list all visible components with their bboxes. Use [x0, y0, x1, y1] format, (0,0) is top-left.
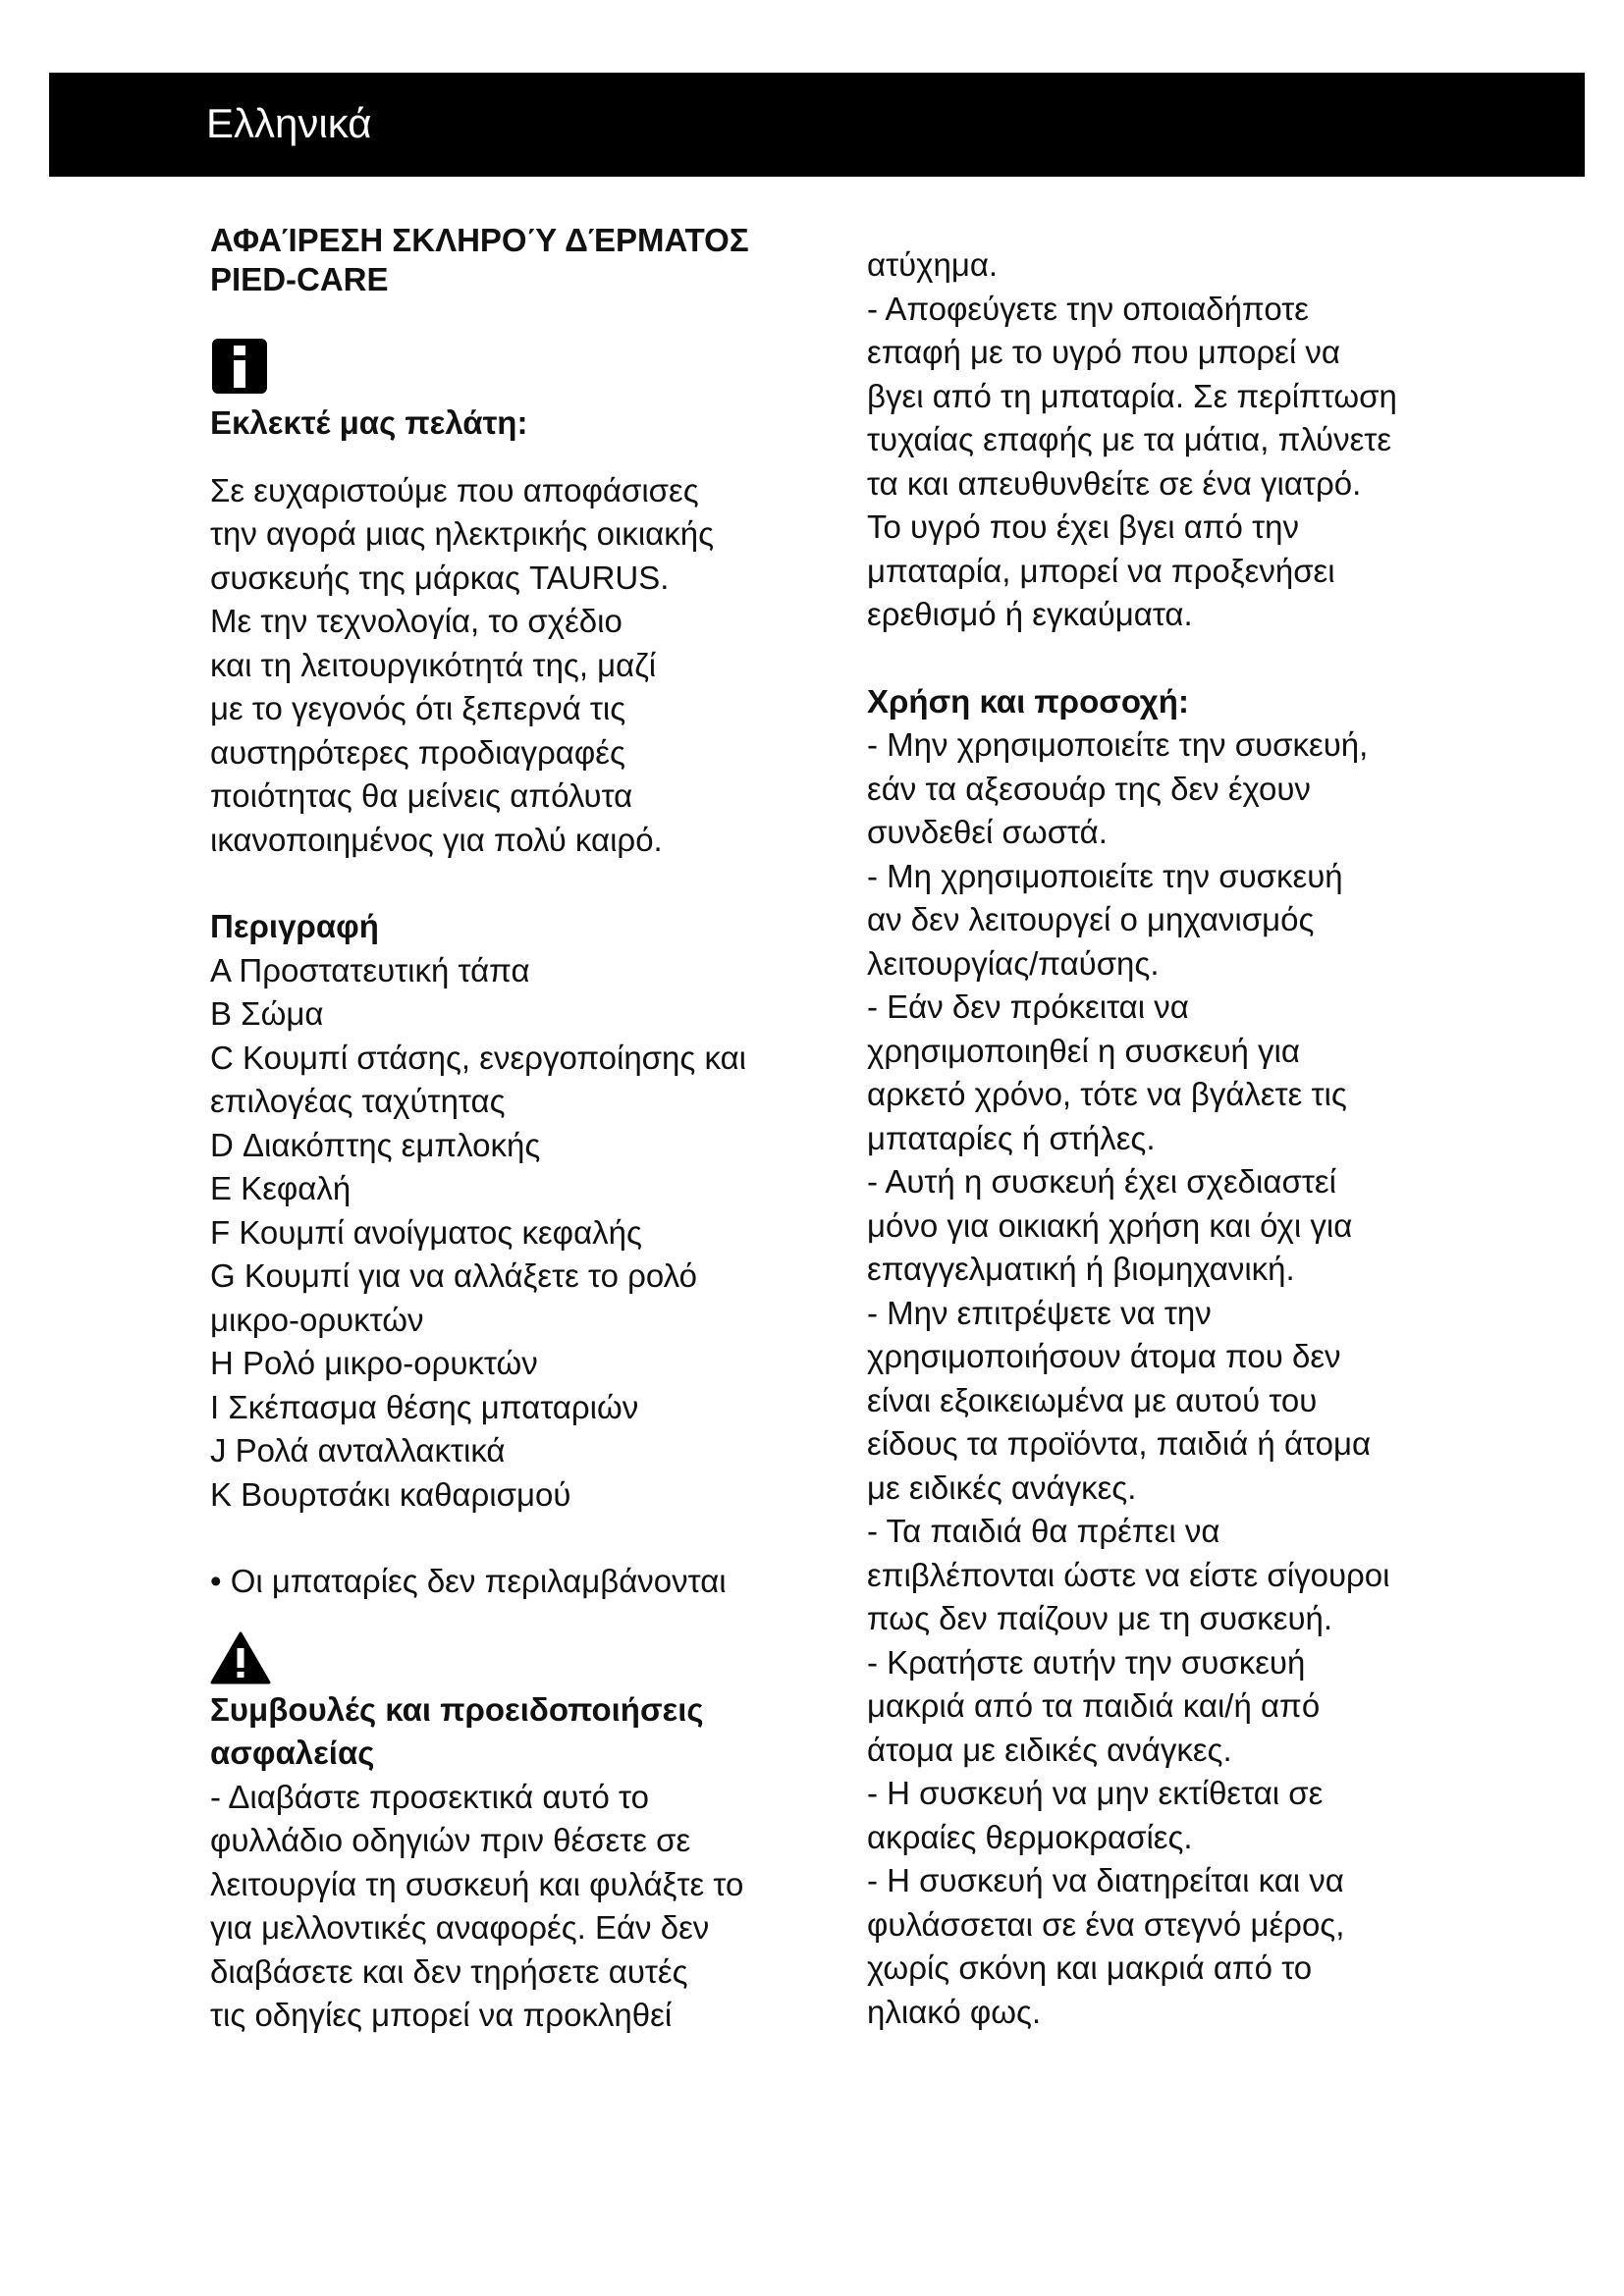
- intro-line: ποιότητας θα μείνεις απόλυτα: [210, 777, 633, 814]
- usage-line: μόνο για οικιακή χρήση και όχι για: [867, 1206, 1353, 1244]
- safety-continued-paragraph: [867, 243, 1476, 637]
- language-header-bar: [49, 73, 1585, 177]
- usage-line: χρησιμοποιηθεί η συσκευή για: [867, 1032, 1300, 1069]
- usage-line: ακραίες θερμοκρασίες.: [867, 1818, 1193, 1855]
- usage-line: συνδεθεί σωστά.: [867, 814, 1108, 850]
- safety-continued-line: τυχαίας επαφής με τα μάτια, πλύνετε: [867, 421, 1392, 457]
- usage-line: - Μη χρησιμοποιείτε την συσκευή: [867, 857, 1343, 894]
- usage-paragraph: [867, 723, 1476, 2034]
- usage-line: εάν τα αξεσουάρ της δεν έχουν: [867, 770, 1311, 807]
- usage-line: άτομα με ειδικές ανάγκες.: [867, 1731, 1232, 1768]
- usage-line: ηλιακό φως.: [867, 1993, 1042, 2030]
- description-list: [210, 949, 848, 1518]
- battery-note: • Οι μπαταρίες δεν περιλαμβάνονται: [210, 1563, 727, 1599]
- intro-line: Με την τεχνολογία, το σχέδιο: [210, 603, 623, 639]
- usage-line: λειτουργίας/παύσης.: [867, 944, 1160, 982]
- intro-line: αυστηρότερες προδιαγραφές: [210, 733, 625, 771]
- language-title: Ελληνικά: [206, 100, 372, 146]
- description-item: E Κεφαλή: [210, 1170, 352, 1206]
- usage-line: επαγγελματική ή βιομηχανική.: [867, 1251, 1295, 1287]
- usage-line: αν δεν λειτουργεί ο μηχανισμός: [867, 901, 1315, 937]
- description-item: J Ρολά ανταλλακτικά: [210, 1432, 506, 1468]
- safety-continued-line: βγει από τη μπαταρία. Σε περίπτωση: [867, 377, 1397, 414]
- usage-line: - Μην χρησιμοποιείτε την συσκευή,: [867, 726, 1369, 763]
- description-item: B Σώμα: [210, 995, 324, 1032]
- safety-continued-line: τα και απευθυνθείτε σε ένα γιατρό.: [867, 464, 1362, 502]
- usage-line: μπαταρίες ή στήλες.: [867, 1119, 1156, 1156]
- safety-continued-line: ερεθισμό ή εγκαύματα.: [867, 596, 1193, 632]
- usage-line: - Μην επιτρέψετε να την: [867, 1294, 1212, 1331]
- usage-line: - Η συσκευή να διατηρείται και να: [867, 1862, 1344, 1898]
- safety-heading-line: ασφαλείας: [210, 1735, 375, 1771]
- description-item: G Κουμπί για να αλλάξετε το ρολό: [210, 1257, 697, 1294]
- safety-line: τις οδηγίες μπορεί να προκληθεί: [210, 1997, 673, 2033]
- safety-continued-line: - Αποφεύγετε την οποιαδήποτε: [867, 290, 1309, 327]
- safety-continued-line: μπαταρία, μπορεί να προξενήσει: [867, 552, 1335, 589]
- safety-line: φυλλάδιο οδηγιών πριν θέσετε σε: [210, 1822, 691, 1858]
- usage-line: επιβλέπονται ώστε να είστε σίγουροι: [867, 1556, 1390, 1593]
- description-heading: Περιγραφή: [210, 908, 379, 944]
- description-item: H Ρολό μικρο-ορυκτών: [210, 1345, 538, 1381]
- left-column: [210, 221, 848, 2038]
- description-item: K Βουρτσάκι καθαρισμού: [210, 1475, 571, 1513]
- safety-continued-line: επαφή με το υγρό που μπορεί να: [867, 334, 1340, 370]
- description-item: I Σκέπασμα θέσης μπαταριών: [210, 1388, 639, 1425]
- document-title: [210, 221, 848, 299]
- usage-line: μακριά από τα παιδιά και/ή από: [867, 1687, 1321, 1724]
- usage-line: με ειδικές ανάγκες.: [867, 1468, 1137, 1506]
- safety-paragraph: [210, 1776, 848, 2038]
- usage-line: χρησιμοποιήσουν άτομα που δεν: [867, 1338, 1341, 1374]
- intro-line: την αγορά μιας ηλεκτρικής οικιακής: [210, 515, 714, 552]
- usage-line: - Αυτή η συσκευή έχει σχεδιαστεί: [867, 1163, 1336, 1200]
- intro-paragraph: [210, 469, 848, 863]
- safety-line: λειτουργία τη συσκευή και φυλάξτε το: [210, 1865, 744, 1902]
- safety-continued-line: ατύχημα.: [867, 246, 999, 283]
- safety-heading-line: Συμβουλές και προειδοποιήσεις: [210, 1690, 704, 1728]
- usage-line: φυλάσσεται σε ένα στεγνό μέρος,: [867, 1905, 1345, 1943]
- intro-line: και τη λειτουργικότητά της, μαζί: [210, 646, 657, 683]
- safety-line: - Διαβάστε προσεκτικά αυτό το: [210, 1778, 649, 1815]
- usage-line: - Κρατήστε αυτήν την συσκευή: [867, 1643, 1306, 1681]
- info-icon: [210, 337, 269, 396]
- usage-line: είναι εξοικειωμένα με αυτού του: [867, 1381, 1318, 1418]
- greeting-heading: Εκλεκτέ μας πελάτη:: [210, 404, 528, 441]
- intro-line: με το γεγονός ότι ξεπερνά τις: [210, 690, 626, 726]
- usage-line: πως δεν παίζουν με τη συσκευή.: [867, 1600, 1333, 1636]
- safety-line: για μελλοντικές αναφορές. Εάν δεν: [210, 1909, 710, 1946]
- safety-line: διαβάσετε και δεν τηρήσετε αυτές: [210, 1952, 688, 1990]
- intro-line: ικανοποιημένος για πολύ καιρό.: [210, 821, 663, 858]
- document-title-line: ΑΦΑΊΡΕΣΗ ΣΚΛΗΡΟΎ ΔΈΡΜΑΤΟΣ: [210, 222, 749, 258]
- usage-line: - Εάν δεν πρόκειται να: [867, 988, 1189, 1025]
- document-title-line: PIED-CARE: [210, 261, 389, 297]
- description-item: F Κουμπί ανοίγματος κεφαλής: [210, 1213, 642, 1251]
- intro-line: συσκευής της μάρκας TAURUS.: [210, 559, 670, 596]
- usage-line: - Τα παιδιά θα πρέπει να: [867, 1513, 1220, 1549]
- usage-line: αρκετό χρόνο, τότε να βγάλετε τις: [867, 1076, 1347, 1112]
- description-item: D Διακόπτης εμπλοκής: [210, 1126, 541, 1163]
- usage-line: - Η συσκευή να μην εκτίθεται σε: [867, 1775, 1324, 1811]
- description-item: A Προστατευτική τάπα: [210, 951, 530, 988]
- usage-line: χωρίς σκόνη και μακριά από το: [867, 1949, 1313, 1986]
- usage-line: είδους τα προϊόντα, παιδιά ή άτομα: [867, 1425, 1372, 1462]
- usage-heading: Χρήση και προσοχή:: [867, 682, 1189, 720]
- description-item: επιλογέας ταχύτητας: [210, 1083, 506, 1119]
- intro-line: Σε ευχαριστούμε που αποφάσισες: [210, 471, 699, 508]
- right-column: [867, 243, 1476, 2034]
- safety-heading: [210, 1688, 848, 1776]
- warning-icon: [210, 1631, 271, 1684]
- safety-continued-line: Το υγρό που έχει βγει από την: [867, 508, 1299, 545]
- description-item: μικρο-ορυκτών: [210, 1301, 424, 1338]
- description-item: C Κουμπί στάσης, ενεργοποίησης και: [210, 1039, 746, 1076]
